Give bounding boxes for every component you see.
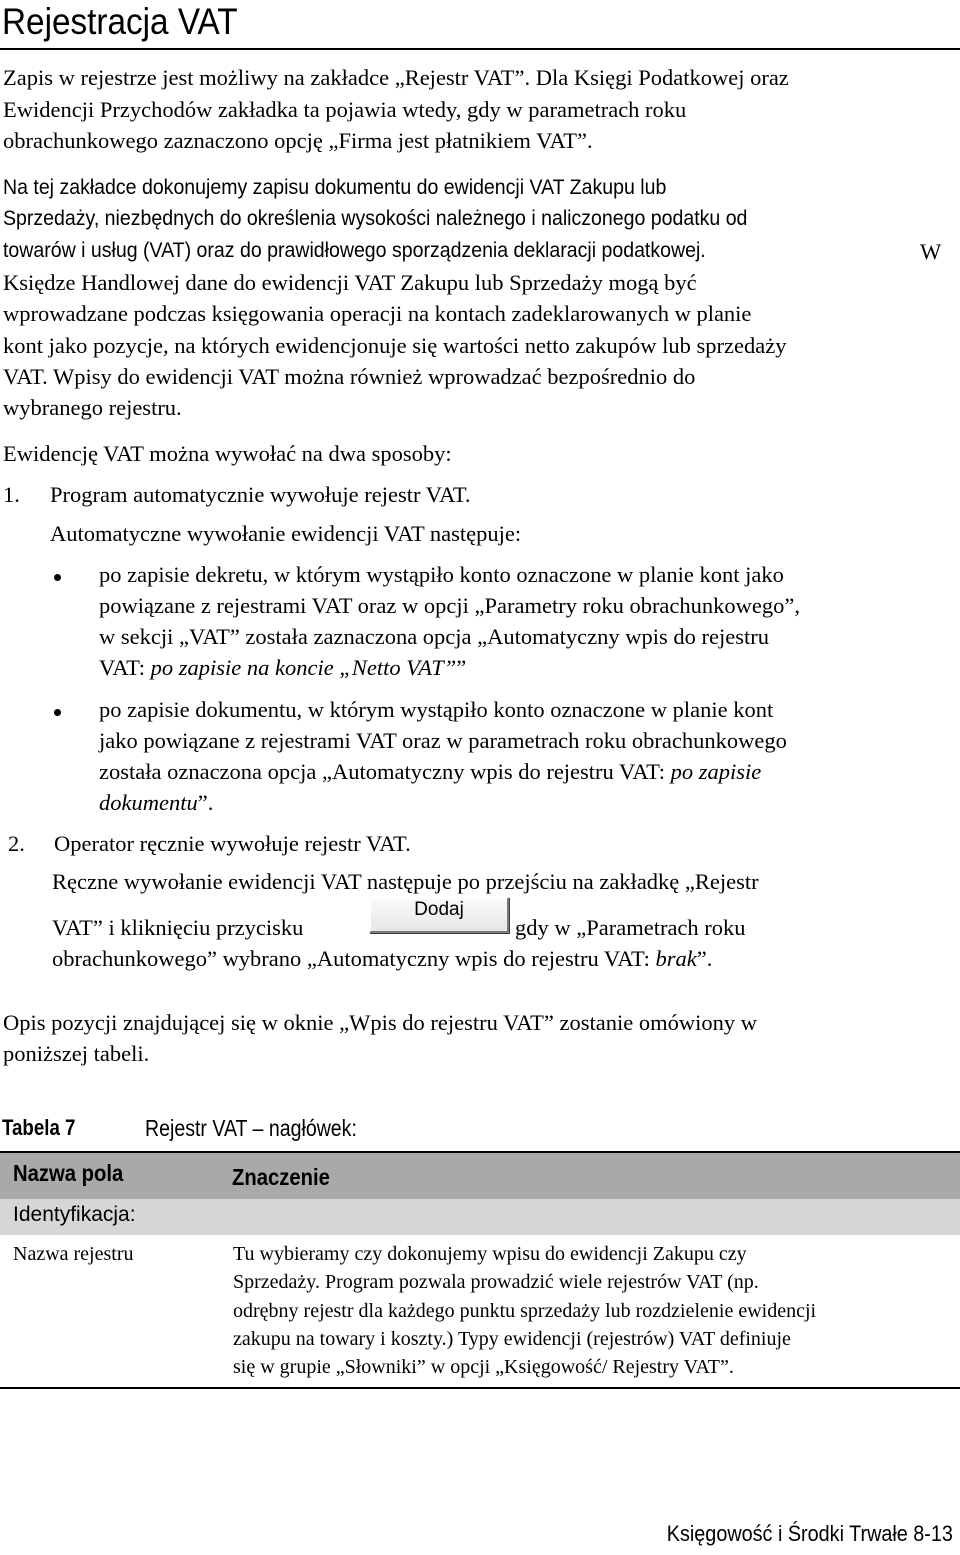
bullet-1-line-4: VAT: po zapisie na koncie „Netto VAT”” bbox=[99, 655, 467, 680]
bullet-2-line-2: jako powiązane z rejestrami VAT oraz w parametrach roku obrachunkowego bbox=[99, 728, 787, 753]
table-header-row bbox=[0, 1153, 960, 1199]
title-divider bbox=[0, 48, 960, 50]
description-line-3-tail: W bbox=[920, 239, 942, 264]
description-line-3: towarów i usług (VAT) oraz do prawidłowego sporządzenia deklaracji podatkowej. bbox=[3, 239, 706, 262]
bullet-icon bbox=[54, 574, 61, 581]
manual-call-line-2-before: VAT” i kliknięciu przycisku bbox=[52, 915, 304, 940]
table-cell-meaning-line-1: Tu wybieramy czy dokonujemy wpisu do ewidencji Zakupu czy bbox=[233, 1243, 747, 1265]
table-cell-meaning-line-3: odrębny rejestr dla każdego punktu sprzedaży lub rozdzielenie ewidencji bbox=[233, 1300, 817, 1322]
manual-call-line-3: obrachunkowego” wybrano „Automatyczny wpis do rejestru VAT: brak”. bbox=[52, 946, 713, 971]
page-title: Rejestracja VAT bbox=[2, 1, 238, 42]
column-header-field: Nazwa pola bbox=[13, 1160, 124, 1186]
list-item-1-text: Program automatycznie wywołuje rejestr VAT. bbox=[50, 482, 471, 507]
page-footer: Księgowość i Środki Trwałe 8-13 bbox=[666, 1521, 953, 1546]
description-line-6: kont jako pozycje, na których ewidencjonuje się wartości netto zakupów lub sprzedaży bbox=[3, 333, 787, 358]
description-line-1: Na tej zakładce dokonujemy zapisu dokumentu do ewidencji VAT Zakupu lub bbox=[3, 176, 667, 199]
bullet-2-line-4: dokumentu”. bbox=[99, 790, 214, 815]
description-line-2: Sprzedaży, niezbędnych do określenia wysokości należnego i naliczonego podatku od bbox=[3, 207, 748, 230]
table-intro-line-2: poniższej tabeli. bbox=[3, 1041, 150, 1066]
list-item-2-text: Operator ręcznie wywołuje rejestr VAT. bbox=[54, 831, 411, 856]
table-section-label: Identyfikacja: bbox=[13, 1203, 136, 1226]
bullet-icon bbox=[54, 709, 61, 716]
table-cell-field: Nazwa rejestru bbox=[13, 1243, 134, 1265]
bullet-2-line-3: została oznaczona opcja „Automatyczny wpis do rejestru VAT: po zapisie bbox=[99, 759, 762, 784]
description-line-8: wybranego rejestru. bbox=[3, 395, 182, 420]
manual-call-line-2-after: gdy w „Parametrach roku bbox=[515, 915, 746, 940]
manual-call-line-1: Ręczne wywołanie ewidencji VAT następuje po przejściu na zakładkę „Rejestr bbox=[52, 869, 759, 894]
bullet-1-line-1: po zapisie dekretu, w którym wystąpiło konto oznaczone w planie kont jako bbox=[99, 562, 784, 587]
table-cell-meaning-line-5: się w grupie „Słowniki” w opcji „Księgowość/ Rejestry VAT”. bbox=[233, 1356, 734, 1378]
table-bottom-divider bbox=[0, 1387, 960, 1389]
table-section-row bbox=[0, 1199, 960, 1235]
bullet-2-line-1: po zapisie dokumentu, w którym wystąpiło konto oznaczone w planie kont bbox=[99, 697, 774, 722]
table-cell-meaning-line-4: zakupu na towary i koszty.) Typy ewidencji (rejestrów) VAT definiuje bbox=[233, 1328, 791, 1350]
column-header-meaning: Znaczenie bbox=[232, 1164, 330, 1190]
table-caption-label: Tabela 7 bbox=[2, 1115, 76, 1140]
description-line-5: wprowadzane podczas księgowania operacji na kontach zadeklarowanych w planie bbox=[3, 301, 752, 326]
intro-line-3: obrachunkowego zaznaczono opcję „Firma jest płatnikiem VAT”. bbox=[3, 128, 593, 153]
bullet-1-line-3: w sekcji „VAT” została zaznaczona opcja „Automatyczny wpis do rejestru bbox=[99, 624, 769, 649]
table-cell-meaning-line-2: Sprzedaży. Program pozwala prowadzić wiele rejestrów VAT (np. bbox=[233, 1271, 759, 1293]
description-line-4: Księdze Handlowej dane do ewidencji VAT Zakupu lub Sprzedaży mogą być bbox=[3, 270, 697, 295]
bullet-2-italic-option: po zapisie bbox=[670, 759, 762, 784]
auto-call-intro: Automatyczne wywołanie ewidencji VAT następuje: bbox=[50, 521, 522, 546]
bullet-1-line-2: powiązane z rejestrami VAT oraz w opcji „Parametry roku obrachunkowego”, bbox=[99, 593, 801, 618]
intro-line-1: Zapis w rejestrze jest możliwy na zakładce „Rejestr VAT”. Dla Księgi Podatkowej oraz bbox=[3, 65, 789, 90]
list-number-2: 2. bbox=[8, 831, 25, 856]
description-line-7: VAT. Wpisy do ewidencji VAT można również wprowadzać bezpośrednio do bbox=[3, 364, 696, 389]
manual-call-italic-option: brak bbox=[655, 946, 697, 971]
list-number-1: 1. bbox=[3, 482, 20, 507]
table-intro-line-1: Opis pozycji znajdującej się w oknie „Wpis do rejestru VAT” zostanie omówiony w bbox=[3, 1010, 757, 1035]
intro-line-2: Ewidencji Przychodów zakładka ta pojawia wtedy, gdy w parametrach roku bbox=[3, 97, 687, 122]
methods-intro: Ewidencję VAT można wywołać na dwa sposoby: bbox=[3, 441, 452, 466]
add-button[interactable]: Dodaj bbox=[369, 897, 509, 933]
table-caption-title: Rejestr VAT – nagłówek: bbox=[145, 1115, 357, 1141]
bullet-1-italic-option: po zapisie na koncie „Netto VAT” bbox=[150, 655, 457, 680]
